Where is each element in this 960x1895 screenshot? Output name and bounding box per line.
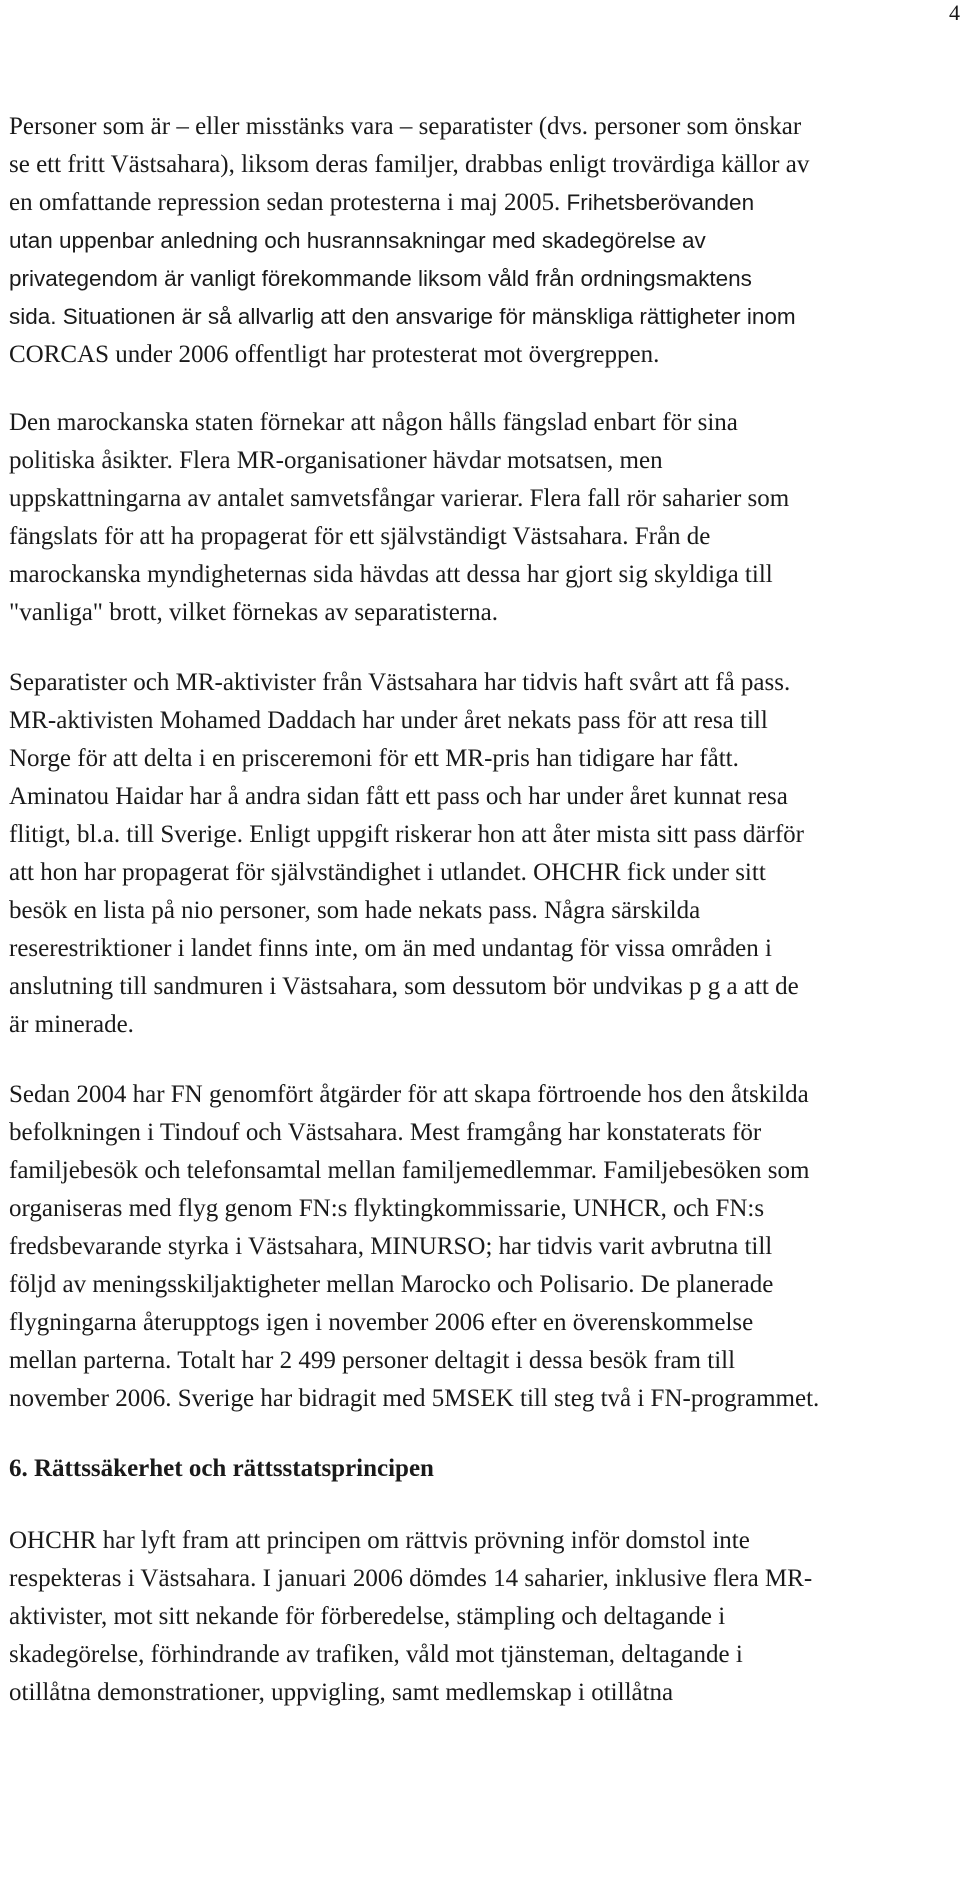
- paragraph-political-prisoners: [9, 404, 960, 632]
- text-line: Sedan 2004 har FN genomfört åtgärder för att skapa förtroende hos den åtskilda: [9, 1081, 809, 1108]
- page-number: 4: [949, 0, 960, 25]
- text-line: uppskattningarna av antalet samvetsfångar varierar. Flera fall rör saharier som: [9, 485, 790, 512]
- text-line: att hon har propagerat för självständighet i utlandet. OHCHR fick under sitt: [9, 859, 766, 886]
- text-line: Norge för att delta i en prisceremoni för ett MR-pris han tidigare har fått.: [9, 745, 739, 772]
- paragraph-passports: [9, 664, 960, 1044]
- text-line: utan uppenbar anledning och husrannsakningar med skadegörelse av: [9, 228, 706, 253]
- text-line: otillåtna demonstrationer, uppvigling, samt medlemskap i otillåtna: [9, 1679, 674, 1706]
- text-line-sans-part: Frihetsberövanden: [566, 190, 755, 215]
- text-line: MR-aktivisten Mohamed Daddach har under året nekats pass för att resa till: [9, 707, 768, 734]
- text-line: fängslats för att ha propagerat för ett självständigt Västsahara. Från de: [9, 523, 711, 550]
- paragraph-fair-trial: [9, 1522, 960, 1712]
- text-line: följd av meningsskiljaktigheter mellan Marocko och Polisario. De planerade: [9, 1271, 774, 1298]
- text-line: november 2006. Sverige har bidragit med 5MSEK till steg två i FN-programmet.: [9, 1385, 820, 1412]
- text-line: reserestriktioner i landet finns inte, om än med undantag för vissa områden i: [9, 935, 772, 962]
- paragraph-separatists: [9, 108, 960, 374]
- text-line: skadegörelse, förhindrande av trafiken, våld mot tjänsteman, deltagande i: [9, 1641, 743, 1668]
- text-line: "vanliga" brott, vilket förnekas av separatisterna.: [9, 599, 498, 626]
- text-line: politiska åsikter. Flera MR-organisationer hävdar motsatsen, men: [9, 447, 663, 474]
- text-line: Aminatou Haidar har å andra sidan fått ett pass och har under året kunnat resa: [9, 783, 788, 810]
- document-body: [9, 108, 960, 1712]
- text-line: se ett fritt Västsahara), liksom deras familjer, drabbas enligt trovärdiga källor av: [9, 151, 810, 178]
- text-line: anslutning till sandmuren i Västsahara, som dessutom bör undvikas p g a att de: [9, 973, 799, 1000]
- text-line: besök en lista på nio personer, som hade nekats pass. Några särskilda: [9, 897, 701, 924]
- text-line: OHCHR har lyft fram att principen om rättvis prövning inför domstol inte: [9, 1527, 750, 1554]
- text-line: befolkningen i Tindouf och Västsahara. Mest framgång har konstaterats för: [9, 1119, 762, 1146]
- section-heading: [9, 1450, 960, 1488]
- paragraph-un-measures: [9, 1076, 960, 1418]
- text-line: organiseras med flyg genom FN:s flyktingkommissarie, UNHCR, och FN:s: [9, 1195, 765, 1222]
- text-line: Separatister och MR-aktivister från Västsahara har tidvis haft svårt att få pass.: [9, 669, 791, 696]
- text-line: Den marockanska staten förnekar att någon hålls fängslad enbart för sina: [9, 409, 738, 436]
- text-line: familjebesök och telefonsamtal mellan familjemedlemmar. Familjebesöken som: [9, 1157, 810, 1184]
- text-line: aktivister, mot sitt nekande för förberedelse, stämpling och deltagande i: [9, 1603, 726, 1630]
- text-line: Personer som är – eller misstänks vara – separatister (dvs. personer som önskar: [9, 113, 802, 140]
- text-line: sida. Situationen är så allvarlig att den ansvarige för mänskliga rättigheter inom: [9, 304, 796, 329]
- text-line: privategendom är vanligt förekommande liksom våld från ordningsmaktens: [9, 266, 752, 291]
- text-line: flygningarna återupptogs igen i november 2006 efter en överenskommelse: [9, 1309, 754, 1336]
- text-line: CORCAS under 2006 offentligt har protesterat mot övergreppen.: [9, 341, 660, 368]
- text-line: fredsbevarande styrka i Västsahara, MINURSO; har tidvis varit avbrutna till: [9, 1233, 773, 1260]
- text-line: flitigt, bl.a. till Sverige. Enligt uppgift riskerar hon att åter mista sitt pass därför: [9, 821, 804, 848]
- text-line: mellan parterna. Totalt har 2 499 personer deltagit i dessa besök fram till: [9, 1347, 736, 1374]
- text-line: [9, 184, 960, 222]
- text-line: respekteras i Västsahara. I januari 2006 dömdes 14 saharier, inklusive flera MR-: [9, 1565, 813, 1592]
- text-line: marockanska myndigheternas sida hävdas att dessa har gjort sig skyldiga till: [9, 561, 773, 588]
- text-line: är minerade.: [9, 1011, 134, 1038]
- section-heading-text: 6. Rättssäkerhet och rättsstatsprincipen: [9, 1455, 434, 1482]
- text-line-serif-part: en omfattande repression sedan protesterna i maj 2005.: [9, 189, 567, 216]
